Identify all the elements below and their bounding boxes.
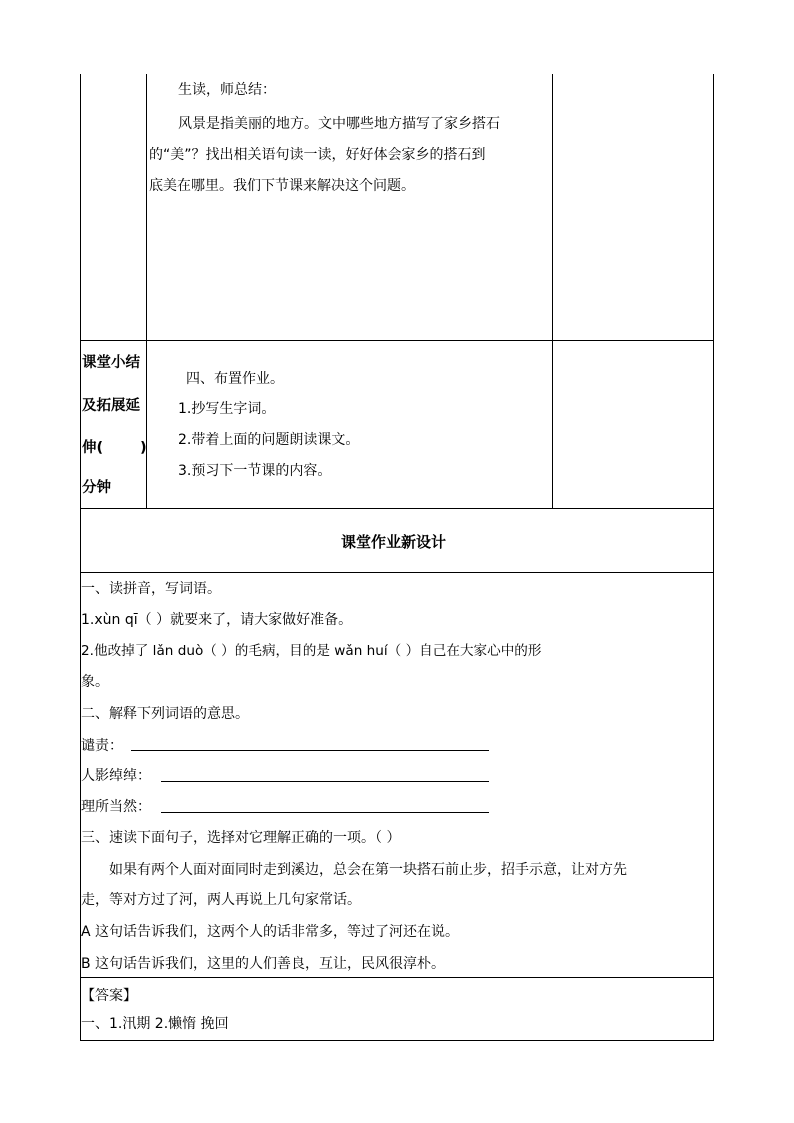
answer-blank-line — [131, 750, 489, 751]
answer-title: 【答案】 — [81, 988, 137, 1004]
answer-blank-line — [161, 781, 489, 782]
vocab-word: 人影绰绰： — [81, 768, 151, 784]
question-item: 2.他改掉了 lǎn duò（ ）的毛病，目的是 wǎn huí（ ）自己在大家心中的形 — [81, 643, 542, 659]
option-b: B 这句话告诉我们，这里的人们善良，互让，民风很淳朴。 — [81, 956, 446, 972]
col-divider-2 — [552, 74, 553, 508]
section-title: 课堂作业新设计 — [341, 533, 447, 551]
homework-heading: 四、布置作业。 — [186, 371, 284, 387]
table-right-border — [713, 74, 714, 1041]
question-title: 一、读拼音，写词语。 — [81, 581, 221, 597]
homework-item: 2.带着上面的问题朗读课文。 — [178, 432, 360, 448]
answer-blank-line — [161, 812, 489, 813]
reading-passage: 如果有两个人面对面同时走到溪边，总会在第一块搭石前止步，招手示意，让对方先 — [109, 862, 627, 878]
row-divider-1 — [80, 340, 714, 341]
row-label: 课堂小结 — [82, 355, 140, 371]
vocab-word: 谴责： — [81, 738, 123, 754]
text-line: 风景是指美丽的地方。文中哪些地方描写了家乡搭石 — [178, 116, 500, 132]
row-divider-3 — [80, 572, 714, 573]
answer-line: 一、1.汛期 2.懒惰 挽回 — [81, 1016, 229, 1032]
option-a: A 这句话告诉我们，这两个人的话非常多，等过了河还在说。 — [81, 924, 460, 940]
row-divider-2 — [80, 508, 714, 509]
vocab-word: 理所当然： — [81, 799, 151, 815]
row-label: ) — [140, 440, 147, 456]
question-title: 三、速读下面句子，选择对它理解正确的一项。（ ） — [81, 830, 401, 846]
homework-item: 3.预习下一节课的内容。 — [178, 463, 332, 479]
row-label: 伸( — [82, 440, 104, 456]
row-label: 及拓展延 — [82, 398, 140, 414]
row-divider-4 — [80, 977, 714, 978]
teacher-summary-line: 生读，师总结： — [178, 82, 276, 98]
text-line: 底美在哪里。我们下节课来解决这个问题。 — [149, 178, 415, 194]
question-item: 1.xùn qī（ ）就要来了，请大家做好准备。 — [81, 612, 353, 628]
text-line: 的“美”？找出相关语句读一读，好好体会家乡的搭石到 — [149, 147, 486, 163]
row-label: 分钟 — [82, 480, 111, 496]
table-bottom-border — [80, 1040, 714, 1041]
question-item: 象。 — [81, 674, 109, 690]
homework-item: 1.抄写生字词。 — [178, 401, 276, 417]
reading-passage: 走，等对方过了河，两人再说上几句家常话。 — [81, 892, 361, 908]
question-title: 二、解释下列词语的意思。 — [81, 706, 249, 722]
